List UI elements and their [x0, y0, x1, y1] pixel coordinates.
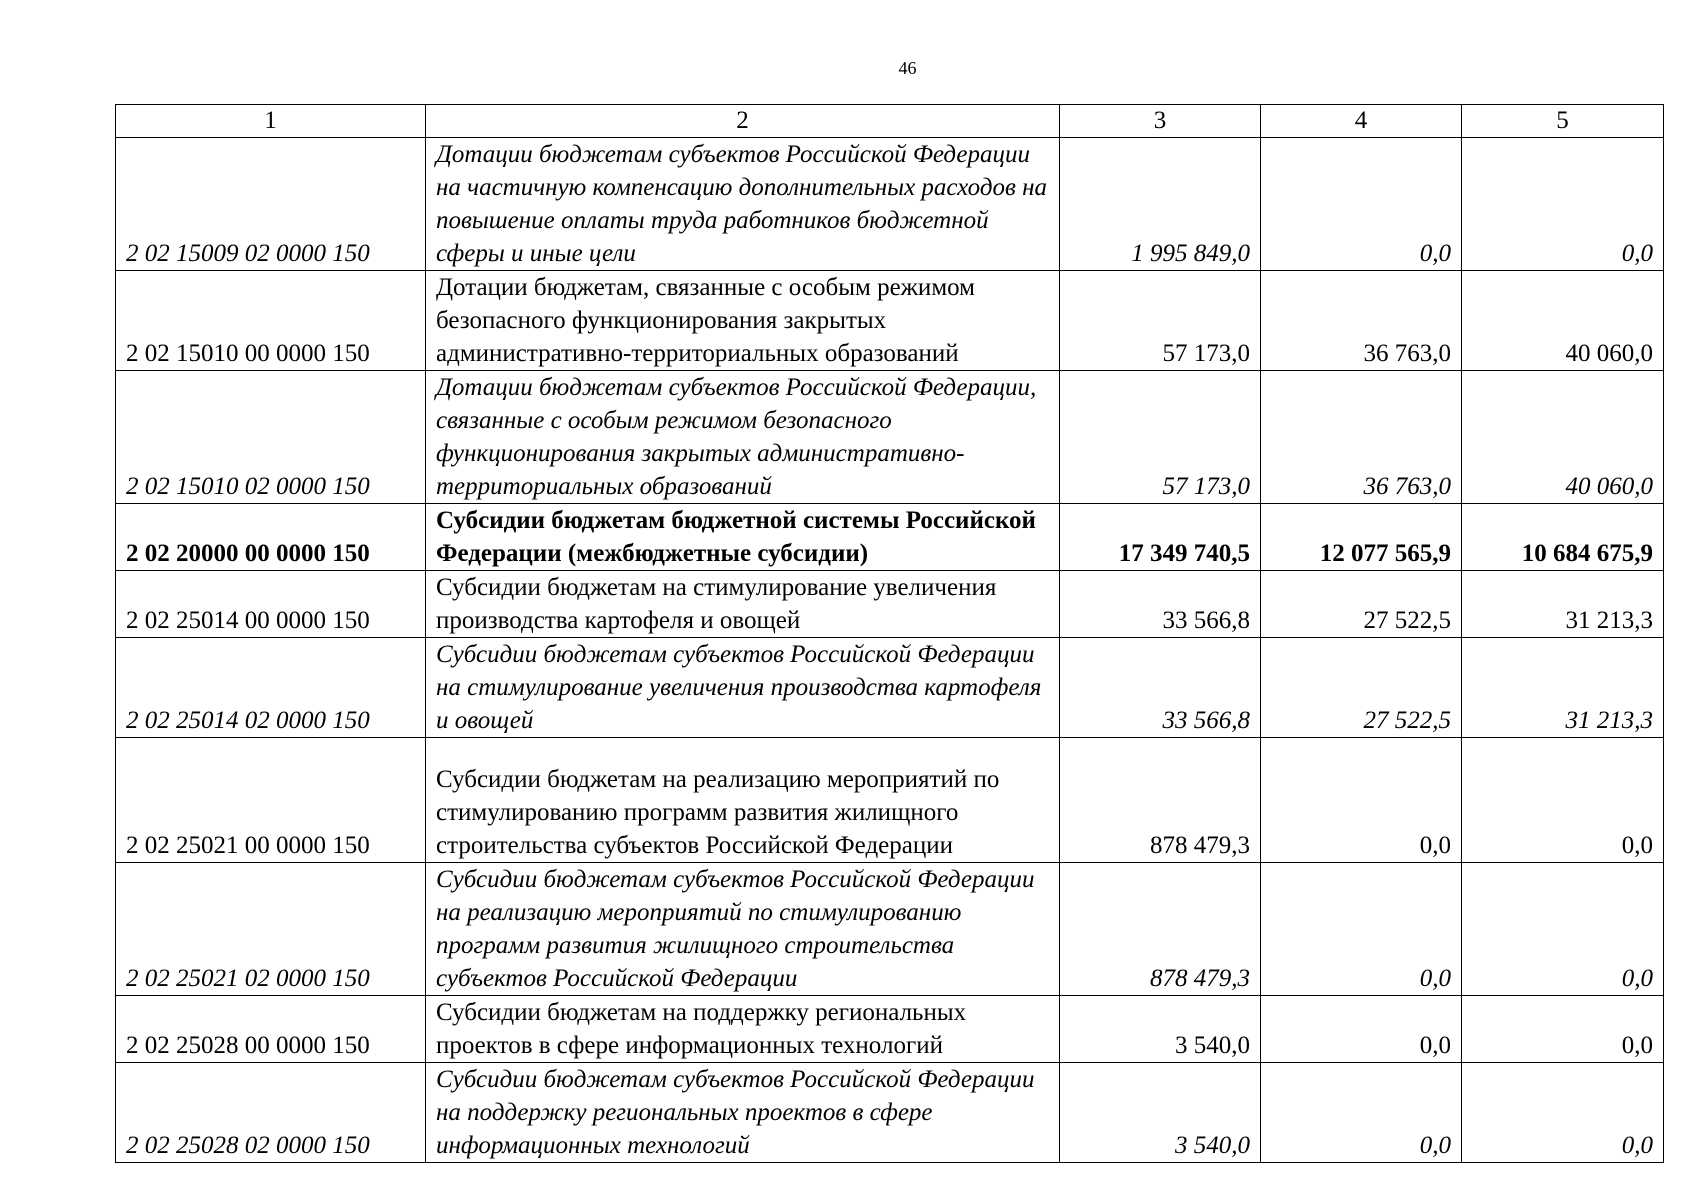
row-value-3: 878 479,3 [1060, 863, 1261, 996]
row-value-5: 40 060,0 [1462, 371, 1664, 504]
row-value-3: 57 173,0 [1060, 271, 1261, 371]
row-value-5: 0,0 [1462, 138, 1664, 271]
row-value-4: 12 077 565,9 [1261, 504, 1462, 571]
table-row [116, 996, 1664, 1063]
row-name: Субсидии бюджетам на поддержку региональных проектов в сфере информационных технологий [426, 996, 1060, 1063]
row-name: Субсидии бюджетам субъектов Российской Федерации на стимулирование увеличения производства картофеля и овощей [426, 638, 1060, 738]
row-name: Субсидии бюджетам субъектов Российской Федерации на поддержку региональных проектов в сфере информационных технологий [426, 1063, 1060, 1163]
row-value-3: 3 540,0 [1060, 1063, 1261, 1163]
table-row [116, 738, 1664, 863]
row-value-4: 0,0 [1261, 863, 1462, 996]
row-value-5: 0,0 [1462, 1063, 1664, 1163]
row-value-5: 40 060,0 [1462, 271, 1664, 371]
row-value-5: 31 213,3 [1462, 638, 1664, 738]
row-value-5: 31 213,3 [1462, 571, 1664, 638]
row-value-5: 0,0 [1462, 863, 1664, 996]
row-value-5: 0,0 [1462, 996, 1664, 1063]
row-value-3: 33 566,8 [1060, 638, 1261, 738]
row-code: 2 02 25021 02 0000 150 [116, 863, 426, 996]
row-value-3: 1 995 849,0 [1060, 138, 1261, 271]
row-value-3: 878 479,3 [1060, 738, 1261, 863]
budget-table [115, 104, 1664, 1163]
row-name: Дотации бюджетам субъектов Российской Федерации на частичную компенсацию дополнительных расходов на повышение оплаты труда работников бюджетной сферы и иные цели [426, 138, 1060, 271]
row-code: 2 02 20000 00 0000 150 [116, 504, 426, 571]
row-name: Субсидии бюджетам на стимулирование увеличения производства картофеля и овощей [426, 571, 1060, 638]
table-row [116, 371, 1664, 504]
row-value-4: 27 522,5 [1261, 638, 1462, 738]
table-row [116, 1063, 1664, 1163]
row-name: Дотации бюджетам субъектов Российской Федерации, связанные с особым режимом безопасного функционирования закрытых административно-территориальных образований [426, 371, 1060, 504]
row-value-3: 57 173,0 [1060, 371, 1261, 504]
row-name: Субсидии бюджетам субъектов Российской Федерации на реализацию мероприятий по стимулированию программ развития жилищного строительства субъектов Российской Федерации [426, 863, 1060, 996]
column-header-3: 3 [1060, 105, 1261, 138]
table-row [116, 863, 1664, 996]
column-header-5: 5 [1462, 105, 1664, 138]
row-value-3: 3 540,0 [1060, 996, 1261, 1063]
row-code: 2 02 15010 02 0000 150 [116, 371, 426, 504]
row-value-5: 10 684 675,9 [1462, 504, 1664, 571]
column-header-1: 1 [116, 105, 426, 138]
row-value-3: 17 349 740,5 [1060, 504, 1261, 571]
row-value-4: 0,0 [1261, 138, 1462, 271]
table-header-row [116, 105, 1664, 138]
table-row [116, 638, 1664, 738]
column-header-2: 2 [426, 105, 1060, 138]
table-row [116, 504, 1664, 571]
row-code: 2 02 15010 00 0000 150 [116, 271, 426, 371]
row-code: 2 02 25014 02 0000 150 [116, 638, 426, 738]
row-code: 2 02 25028 00 0000 150 [116, 996, 426, 1063]
row-value-4: 27 522,5 [1261, 571, 1462, 638]
row-value-3: 33 566,8 [1060, 571, 1261, 638]
row-code: 2 02 15009 02 0000 150 [116, 138, 426, 271]
row-value-4: 0,0 [1261, 738, 1462, 863]
table-row [116, 271, 1664, 371]
row-value-4: 0,0 [1261, 1063, 1462, 1163]
page-number: 46 [898, 58, 917, 78]
row-name: Дотации бюджетам, связанные с особым режимом безопасного функционирования закрытых административно-территориальных образований [426, 271, 1060, 371]
row-code: 2 02 25014 00 0000 150 [116, 571, 426, 638]
row-value-4: 36 763,0 [1261, 371, 1462, 504]
column-header-4: 4 [1261, 105, 1462, 138]
row-value-4: 36 763,0 [1261, 271, 1462, 371]
table-row [116, 571, 1664, 638]
row-value-5: 0,0 [1462, 738, 1664, 863]
row-value-4: 0,0 [1261, 996, 1462, 1063]
row-name: Субсидии бюджетам бюджетной системы Российской Федерации (межбюджетные субсидии) [426, 504, 1060, 571]
row-code: 2 02 25028 02 0000 150 [116, 1063, 426, 1163]
row-code: 2 02 25021 00 0000 150 [116, 738, 426, 863]
row-name: Субсидии бюджетам на реализацию мероприятий по стимулированию программ развития жилищного строительства субъектов Российской Федерации [426, 738, 1060, 863]
table-row [116, 138, 1664, 271]
